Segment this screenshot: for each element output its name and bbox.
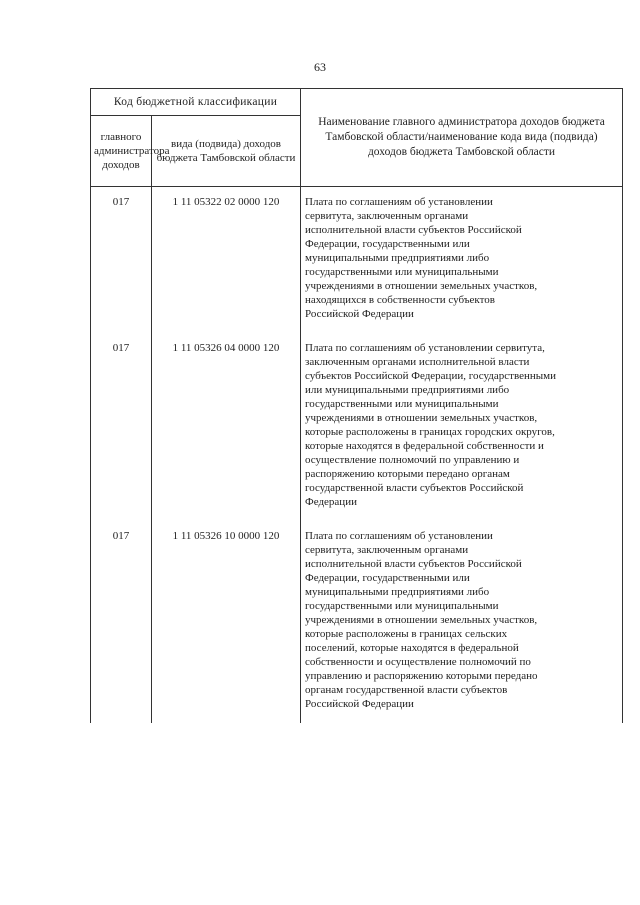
table-row [91,187,623,334]
header-name-column: Наименование главного администратора доходов бюджета Тамбовской области/наименование кода вида (подвида) доходов бюджета Тамбовской области [301,89,623,187]
table-row [91,521,623,723]
header-code-column: вида (подвида) доходов бюджета Тамбовской области [152,116,301,187]
budget-classification-table [90,88,623,723]
admin-code: 017 [91,521,152,723]
income-name: Плата по соглашениям об установлении сервитута, заключенным органами исполнительной власти субъектов Российской Федерации, государственными или муниципальными предприятиями либо государственными или муниципальными учреждениями в отношении земельных участков, которые расположены в границах сельских поселений, которые находятся в федеральной собственности и осуществление полномочий по управлению и распоряжению которыми передано органам государственной власти субъектов Российской Федерации [301,521,623,723]
admin-code: 017 [91,187,152,334]
admin-code: 017 [91,333,152,521]
table-row [91,333,623,521]
income-code: 1 11 05322 02 0000 120 [152,187,301,334]
income-name: Плата по соглашениям об установлении сервитута, заключенным органами исполнительной власти субъектов Российской Федерации, государственными или муниципальными предприятиями либо государственными или муниципальными учреждениями в отношении земельных участков, которые расположены в границах городских округов, которые находятся в федеральной собственности и осуществление полномочий по управлению и распоряжению которыми передано органам государственной власти субъектов Российской Федерации [301,333,623,521]
page-number: 63 [314,60,326,74]
income-code: 1 11 05326 04 0000 120 [152,333,301,521]
header-code-group: Код бюджетной классификации [91,89,301,116]
header-admin-column: главного администратора доходов [91,116,152,187]
income-name: Плата по соглашениям об установлении сервитута, заключенным органами исполнительной власти субъектов Российской Федерации, государственными или муниципальными предприятиями либо государственными или муниципальными учреждениями в отношении земельных участков, находящихся в собственности субъектов Российской Федерации [301,187,623,334]
income-code: 1 11 05326 10 0000 120 [152,521,301,723]
